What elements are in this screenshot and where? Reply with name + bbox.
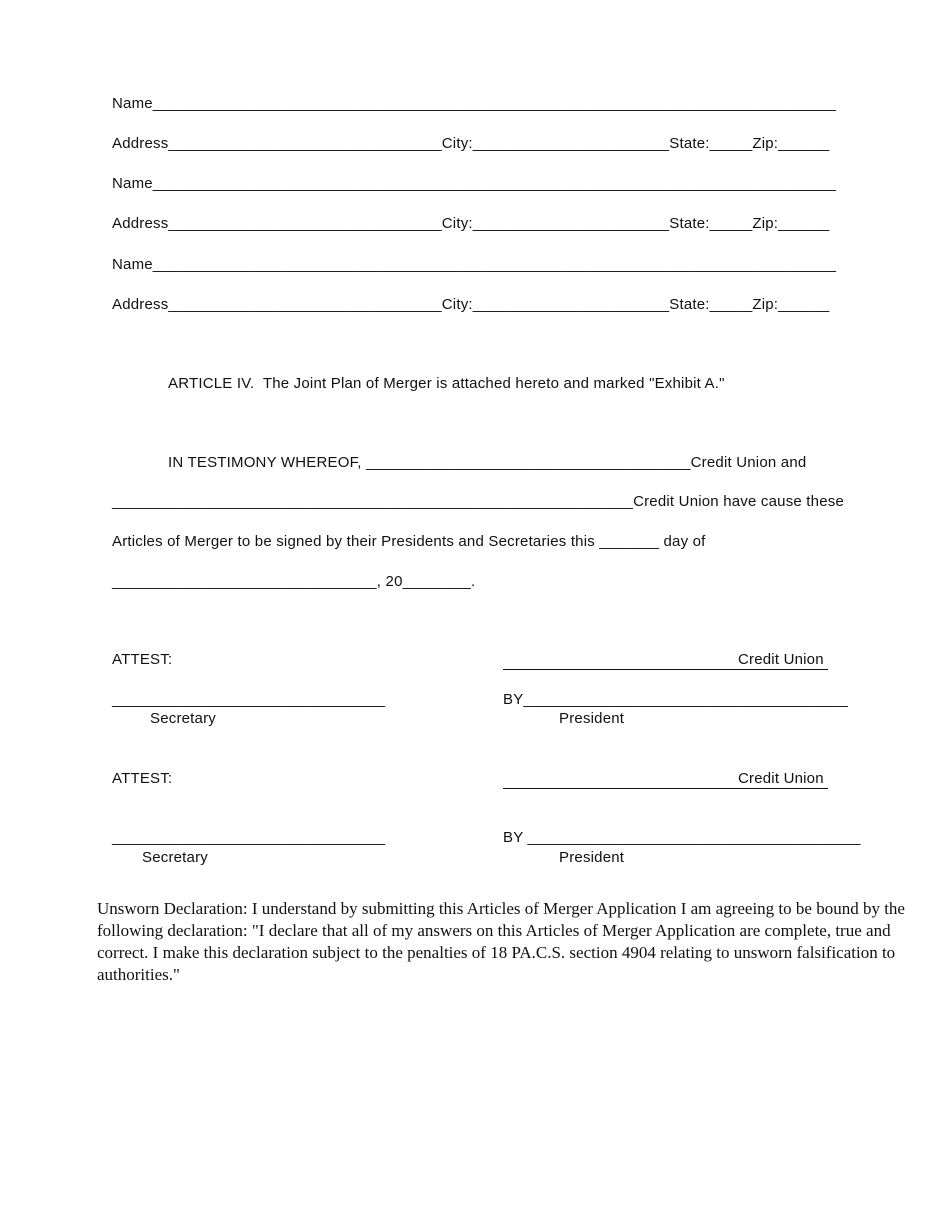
attest-label-2: ATTEST: xyxy=(112,770,173,787)
address-field-2[interactable]: Address________________________________City:_______________________State:_____Zip:______ xyxy=(112,215,830,232)
unsworn-declaration: Unsworn Declaration: I understand by submitting this Articles of Merger Application I am agreeing to be bound by the following declaration: "I declare that all of my answers on this Articles of Merger Application are complete, true and correct. I make this declaration subject to the penalties of 18 PA.C.S. section 4904 relating to unsworn falsification to authorities." xyxy=(97,899,905,984)
credit-union-label-2: Credit Union xyxy=(738,770,824,787)
article-iv-text: ARTICLE IV. The Joint Plan of Merger is attached hereto and marked "Exhibit A." xyxy=(168,375,725,392)
testimony-line-4[interactable]: _______________________________, 20________. xyxy=(112,573,476,590)
president-signature-line-2[interactable]: BY _______________________________________ xyxy=(503,829,861,846)
president-label-2: President xyxy=(559,849,625,866)
address-field-3[interactable]: Address________________________________City:_______________________State:_____Zip:______ xyxy=(112,296,830,313)
secretary-signature-line-2[interactable]: ________________________________ xyxy=(112,829,386,846)
credit-union-name-line-1[interactable] xyxy=(503,669,828,670)
address-field-1[interactable]: Address________________________________City:_______________________State:_____Zip:______ xyxy=(112,135,830,152)
testimony-line-2[interactable]: _____________________________________________________________Credit Union have cause these xyxy=(112,493,845,510)
secretary-signature-line-1[interactable]: ________________________________ xyxy=(112,691,386,708)
credit-union-name-line-2[interactable] xyxy=(503,788,828,789)
credit-union-label-1: Credit Union xyxy=(738,651,824,668)
name-field-2[interactable]: Name________________________________________________________________________________ xyxy=(112,175,837,192)
testimony-line-3[interactable]: Articles of Merger to be signed by their Presidents and Secretaries this _______ day of xyxy=(112,533,706,550)
testimony-line-1[interactable]: IN TESTIMONY WHEREOF, ______________________________________Credit Union and xyxy=(168,454,807,471)
attest-label-1: ATTEST: xyxy=(112,651,173,668)
president-label-1: President xyxy=(559,710,625,727)
name-field-3[interactable]: Name________________________________________________________________________________ xyxy=(112,256,837,273)
president-signature-line-1[interactable]: BY______________________________________ xyxy=(503,691,849,708)
name-field-1[interactable]: Name________________________________________________________________________________ xyxy=(112,95,837,112)
secretary-label-2: Secretary xyxy=(142,849,208,866)
secretary-label-1: Secretary xyxy=(150,710,216,727)
